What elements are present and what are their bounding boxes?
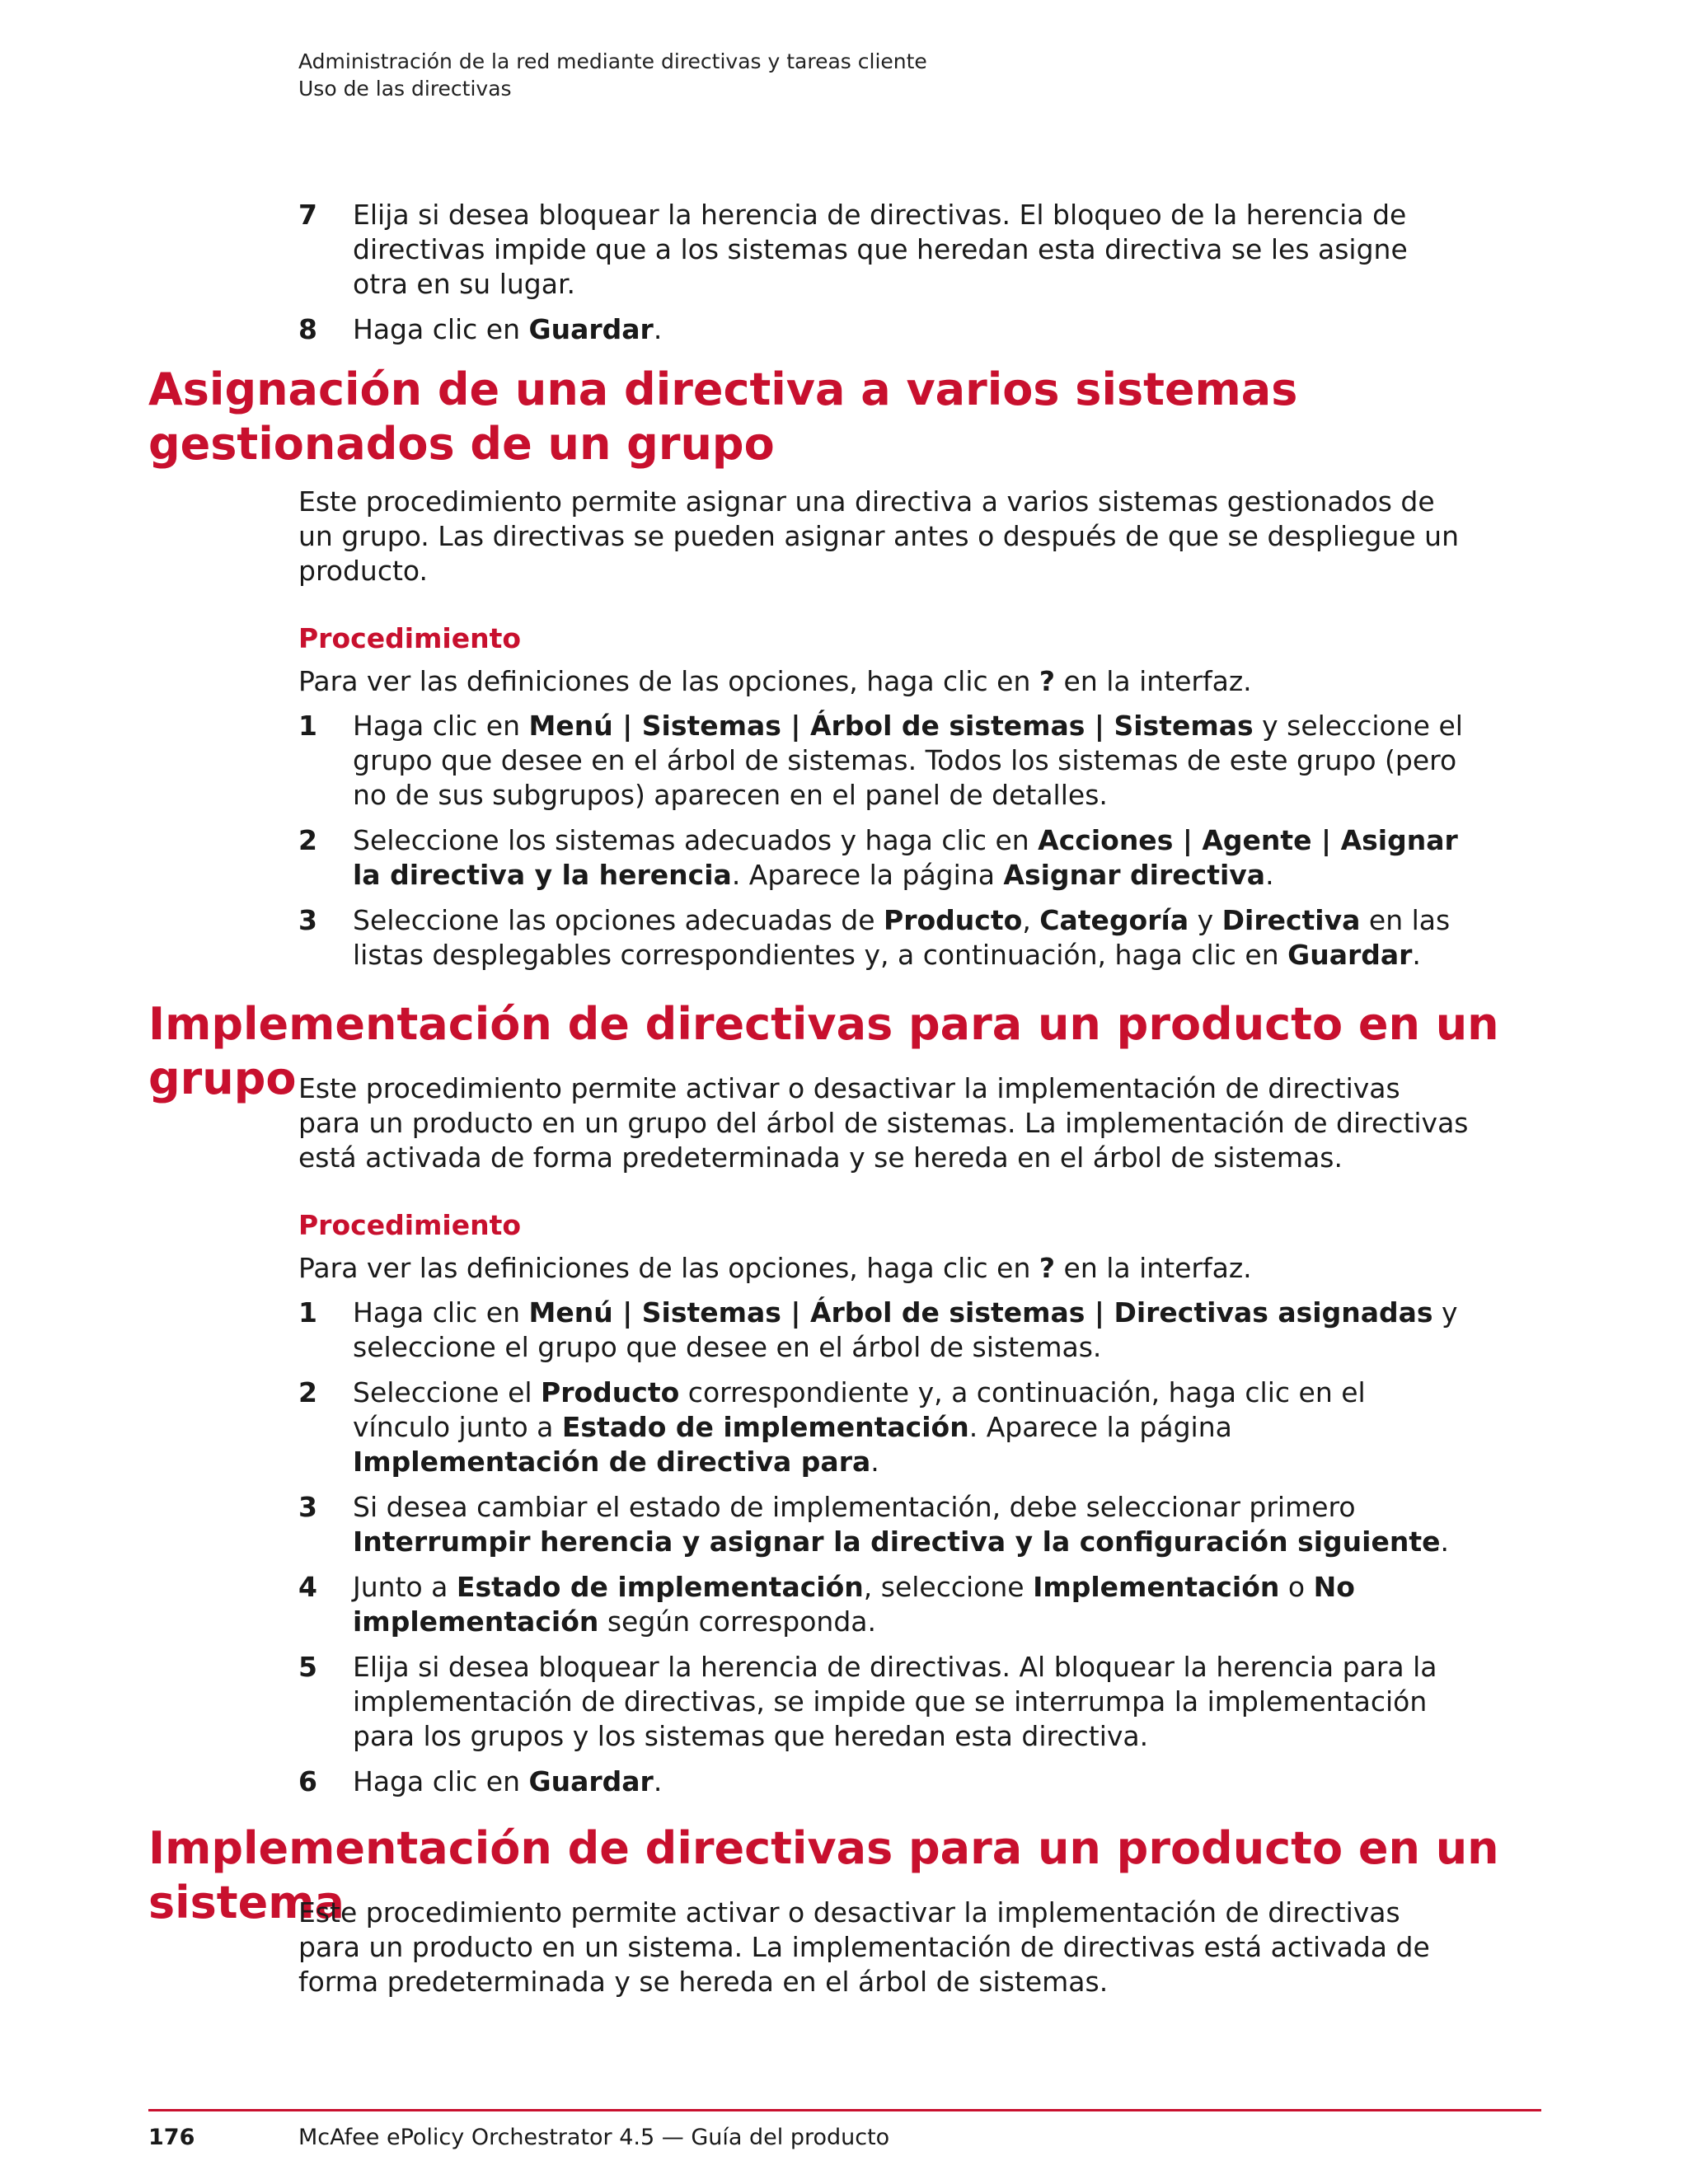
text-run: Haga clic en: [353, 313, 529, 345]
procedure-steps: [298, 1296, 1469, 1799]
bold-term: Guardar: [1287, 939, 1413, 971]
text-run: en la interfaz.: [1055, 665, 1252, 697]
text-run: .: [1412, 939, 1421, 971]
text-run: Para ver las definiciones de las opciones, haga clic en: [298, 1252, 1039, 1284]
step-text: [353, 710, 1463, 811]
step-text: [353, 1296, 1458, 1363]
section-title-enforce-system: Implementación de directivas para un producto en un sistema: [148, 1822, 1499, 1929]
section-enforce-system-body: [298, 1896, 1469, 2009]
step-text: [353, 824, 1458, 891]
text-run: Para ver las definiciones de las opciones, haga clic en: [298, 665, 1039, 697]
text-run: .: [653, 313, 663, 345]
text-run: en las listas desplegables correspondientes y, a continuación, haga clic en: [353, 904, 1451, 971]
step-text: [353, 199, 1408, 300]
step-text: [353, 1491, 1449, 1558]
bold-term: Asignar directiva: [1003, 859, 1266, 891]
bold-term: Estado de implementación: [561, 1411, 969, 1443]
text-run: Junto a: [353, 1571, 457, 1603]
page-number: 176: [148, 2125, 195, 2150]
procedure-step: [298, 1765, 1469, 1799]
text-run: Si desea cambiar el estado de implementación, debe seleccionar primero: [353, 1491, 1356, 1523]
procedure-intro: [298, 664, 1469, 699]
section-title-enforce-group: Implementación de directivas para un producto en un grupo: [148, 998, 1499, 1104]
section-intro: Este procedimiento permite asignar una directiva a varios sistemas gestionados de un grupo. Las directivas se pueden asignar antes o después de que se despliegue un producto.: [298, 485, 1459, 587]
text-run: .: [1265, 859, 1274, 891]
bold-term: Menú | Sistemas | Árbol de sistemas | Directivas asignadas: [528, 1296, 1433, 1329]
running-header: [298, 48, 927, 102]
section-enforce-group-body: [298, 1071, 1469, 1810]
step-text: [353, 313, 662, 345]
bold-term: Categoría: [1039, 904, 1189, 936]
procedure-step: [298, 1376, 1469, 1479]
step-text: [353, 1765, 662, 1797]
text-run: Elija si desea bloquear la herencia de directivas. El bloqueo de la herencia de directivas impide que a los sistemas que heredan esta directiva se les asigne otra en su lugar.: [353, 199, 1408, 300]
top-steps: [298, 198, 1469, 358]
text-run: Haga clic en: [353, 710, 529, 742]
bold-term: Directiva: [1221, 904, 1361, 936]
bold-term: Implementación: [1033, 1571, 1280, 1603]
text-run: y: [1189, 904, 1222, 936]
text-run: ,: [1022, 904, 1040, 936]
step-text: [353, 1376, 1366, 1478]
procedure-step: [298, 709, 1469, 813]
procedure-step: [298, 198, 1469, 302]
text-run: y seleccione el grupo que desee en el árbol de sistemas.: [353, 1296, 1458, 1363]
bold-term: Interrumpir herencia y asignar la directiva y la configuración siguiente: [353, 1526, 1441, 1558]
footer-rule: [148, 2109, 1541, 2111]
text-run: .: [653, 1765, 663, 1797]
running-header-chapter: Administración de la red mediante directivas y tareas cliente: [298, 49, 927, 73]
text-run: según corresponda.: [598, 1605, 876, 1638]
section-intro: Este procedimiento permite activar o desactivar la implementación de directivas para un producto en un sistema. La implementación de directivas está activada de forma predeterminada y se hereda en el árbol de sistemas.: [298, 1896, 1430, 1998]
procedure-steps: [298, 709, 1469, 972]
step-number: 8: [298, 313, 317, 345]
procedure-heading: Procedimiento: [298, 622, 522, 654]
bold-term: Producto: [541, 1376, 680, 1408]
step-number: 6: [298, 1765, 317, 1797]
text-run: Seleccione las opciones adecuadas de: [353, 904, 884, 936]
bold-term: ?: [1039, 1252, 1056, 1284]
footer-title: McAfee ePolicy Orchestrator 4.5 — Guía del producto: [298, 2125, 890, 2150]
step-number: 1: [298, 710, 317, 742]
text-run: Haga clic en: [353, 1296, 529, 1329]
step-number: 2: [298, 824, 317, 856]
running-header-section: Uso de las directivas: [298, 77, 512, 101]
bold-term: Guardar: [528, 313, 654, 345]
procedure-step: [298, 1650, 1469, 1754]
text-run: Seleccione el: [353, 1376, 542, 1408]
section-assign-policy-body: [298, 485, 1469, 983]
bold-term: Menú | Sistemas | Árbol de sistemas | Sistemas: [528, 710, 1254, 742]
bold-term: Acciones | Agente | Asignar la directiva y la herencia: [353, 824, 1458, 891]
procedure-step: [298, 1296, 1469, 1365]
bold-term: No implementación: [353, 1571, 1355, 1638]
step-text: [353, 1571, 1355, 1638]
procedure-step: [298, 312, 1469, 347]
text-run: o: [1279, 1571, 1314, 1603]
text-run: . Aparece la página: [731, 859, 1004, 891]
section-title-assign-policy: Asignación de una directiva a varios sistemas gestionados de un grupo: [148, 363, 1298, 470]
text-run: y seleccione el grupo que desee en el árbol de sistemas. Todos los sistemas de este grupo (pero no de sus subgrupos) aparecen en el panel de detalles.: [353, 710, 1463, 811]
text-run: . Aparece la página: [968, 1411, 1232, 1443]
procedure-step: [298, 903, 1469, 972]
bold-term: Guardar: [528, 1765, 654, 1797]
bold-term: Implementación de directiva para: [353, 1446, 871, 1478]
text-run: en la interfaz.: [1055, 1252, 1252, 1284]
procedure-step: [298, 1570, 1469, 1639]
step-number: 3: [298, 1491, 317, 1523]
step-number: 3: [298, 904, 317, 936]
procedure-step: [298, 1490, 1469, 1559]
step-number: 4: [298, 1571, 317, 1603]
step-number: 1: [298, 1296, 317, 1329]
step-text: [353, 1651, 1437, 1752]
text-run: Haga clic en: [353, 1765, 529, 1797]
bold-term: ?: [1039, 665, 1056, 697]
step-number: 7: [298, 199, 317, 231]
procedure-heading: Procedimiento: [298, 1209, 522, 1241]
bold-term: Producto: [884, 904, 1023, 936]
step-number: 2: [298, 1376, 317, 1408]
text-run: .: [870, 1446, 879, 1478]
text-run: .: [1440, 1526, 1450, 1558]
step-text: [353, 904, 1450, 971]
text-run: correspondiente y, a continuación, haga clic en el vínculo junto a: [353, 1376, 1366, 1443]
text-run: , seleccione: [863, 1571, 1034, 1603]
procedure-step: [298, 823, 1469, 893]
procedure-intro: [298, 1251, 1469, 1286]
section-intro: Este procedimiento permite activar o desactivar la implementación de directivas para un producto en un grupo del árbol de sistemas. La implementación de directivas está activada de forma predeterminada y se hereda en el árbol de sistemas.: [298, 1072, 1469, 1174]
text-run: Seleccione los sistemas adecuados y haga clic en: [353, 824, 1039, 856]
bold-term: Estado de implementación: [456, 1571, 864, 1603]
step-number: 5: [298, 1651, 317, 1683]
text-run: Elija si desea bloquear la herencia de directivas. Al bloquear la herencia para la implementación de directivas, se impide que se interrumpa la implementación para los grupos y los sistemas que heredan esta directiva.: [353, 1651, 1437, 1752]
